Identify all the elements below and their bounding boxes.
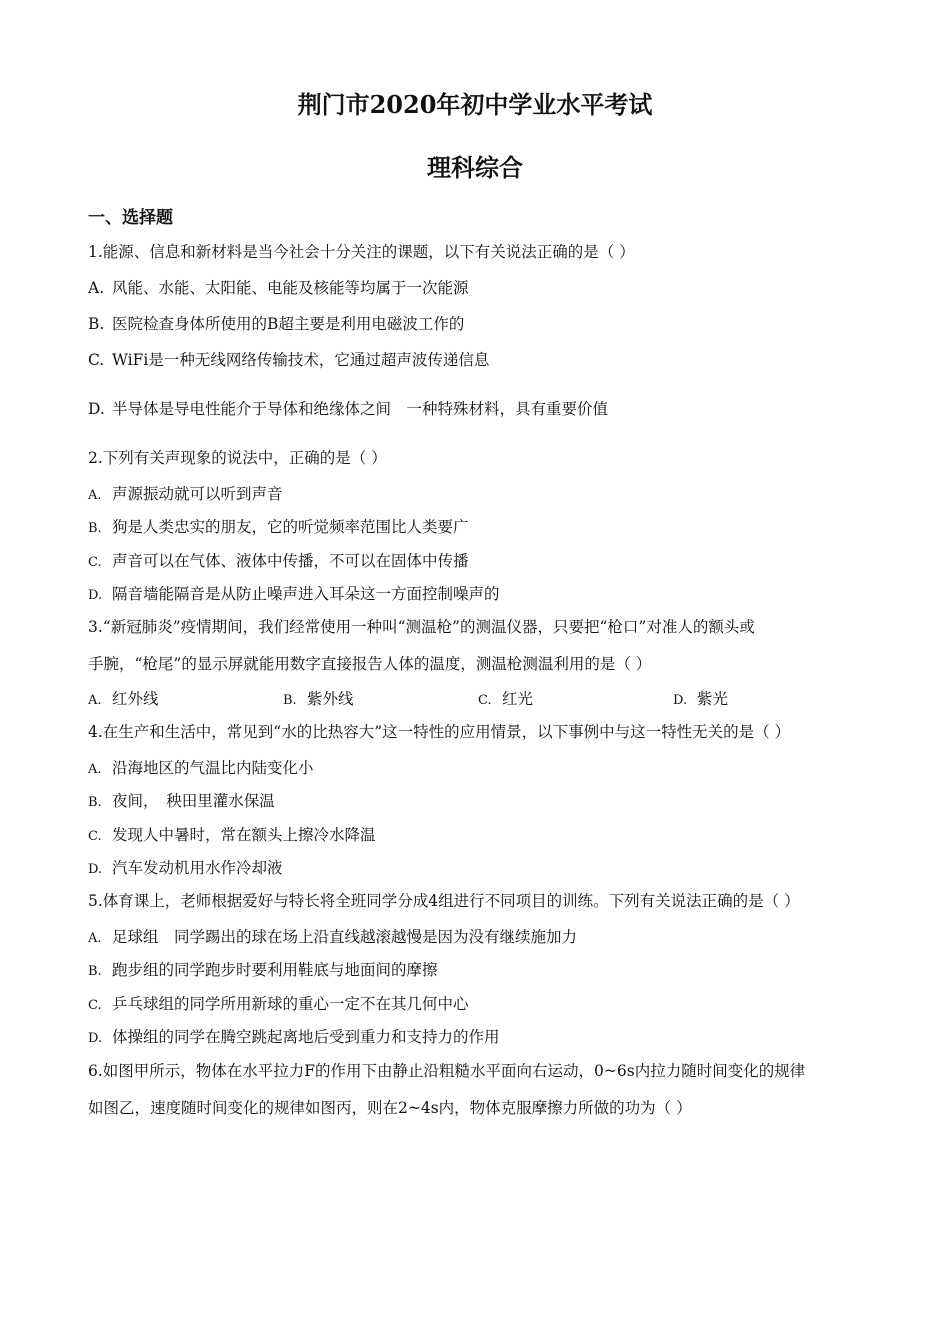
option-text: 紫外线 (307, 690, 354, 708)
option-text: 乒乓球组的同学所用新球的重心一定不在其几何中心 (112, 995, 469, 1013)
option-letter: D. (88, 400, 105, 418)
option-text: 发现人中暑时，常在额头上擦冷水降温 (112, 826, 376, 844)
option-letter: C. (88, 555, 102, 570)
exam-title: 荆门市2020年初中学业水平考试 (297, 90, 653, 119)
option-letter: D. (88, 862, 103, 877)
option-letter: A. (88, 762, 102, 777)
option-text: 紫光 (697, 690, 729, 708)
option-letter: A. (88, 488, 102, 503)
question-6-stem-line-1: 6.如图甲所示，物体在水平拉力F的作用下由静止沿粗糙水平面向右运动，0~6s内拉力随时间变化的规律 (88, 1062, 806, 1080)
option-letter: A. (88, 931, 102, 946)
option-text: 沿海地区的气温比内陆变化小 (112, 759, 314, 777)
option-letter: B. (88, 795, 102, 810)
question-2-option-c (88, 550, 469, 574)
question-3-option-a (88, 688, 159, 712)
option-text: 红光 (502, 690, 534, 708)
question-4-option-d (88, 857, 283, 881)
question-2-option-b (88, 516, 469, 540)
option-text: 足球组 同学踢出的球在场上沿直线越滚越慢是因为没有继续施加力 (112, 928, 578, 946)
question-3-stem-line-2: 手腕，“枪尾”的显示屏就能用数字直接报告人体的温度，测温枪测温利用的是（ ） (88, 655, 652, 673)
question-5-stem: 5.体育课上，老师根据爱好与特长将全班同学分成4组进行不同项目的训练。下列有关说法正确的是（ ） (88, 892, 800, 910)
question-3-option-c (478, 688, 533, 712)
option-text: 体操组的同学在腾空跳起离地后受到重力和支持力的作用 (112, 1028, 500, 1046)
option-letter: B. (283, 693, 297, 708)
question-4-option-a (88, 757, 314, 781)
section-heading: 一、选择题 (88, 208, 173, 228)
option-letter: C. (88, 351, 105, 369)
question-2-stem: 2.下列有关声现象的说法中，正确的是（ ） (88, 449, 387, 467)
option-letter: D. (673, 693, 688, 708)
question-1-option-c (88, 349, 489, 371)
option-letter: D. (88, 1031, 103, 1046)
option-text: WiFi是一种无线网络传输技术，它通过超声波传递信息 (112, 351, 490, 369)
option-text: 汽车发动机用水作冷却液 (112, 859, 283, 877)
question-3-stem-line-1: 3.“新冠肺炎”疫情期间，我们经常使用一种叫“测温枪”的测温仪器，只要把“枪口”对准人的额头或 (88, 618, 755, 636)
option-letter: C. (478, 693, 492, 708)
option-letter: B. (88, 964, 102, 979)
option-letter: D. (88, 588, 103, 603)
question-4-stem: 4.在生产和生活中，常见到“水的比热容大”这一特性的应用情景，以下事例中与这一特性无关的是（ ） (88, 723, 791, 741)
question-1-stem: 1.能源、信息和新材料是当今社会十分关注的课题，以下有关说法正确的是（ ） (88, 243, 635, 261)
option-text: 医院检查身体所使用的B超主要是利用电磁波工作的 (112, 315, 465, 333)
question-1-option-d (88, 398, 608, 420)
option-letter: B. (88, 315, 105, 333)
question-5-option-a (88, 926, 577, 950)
question-5-option-c (88, 993, 469, 1017)
option-text: 声音可以在气体、液体中传播，不可以在固体中传播 (112, 552, 469, 570)
exam-subtitle: 理科综合 (427, 153, 523, 182)
question-4-option-b (88, 790, 275, 814)
question-4-option-c (88, 824, 376, 848)
question-3-option-d (673, 688, 728, 712)
option-text: 隔音墙能隔音是从防止噪声进入耳朵这一方面控制噪声的 (112, 585, 500, 603)
question-2-option-d (88, 583, 500, 607)
question-6-stem-line-2: 如图乙，速度随时间变化的规律如图丙，则在2~4s内，物体克服摩擦力所做的功为（ ） (88, 1099, 692, 1117)
option-text: 狗是人类忠实的朋友，它的听觉频率范围比人类要广 (112, 518, 469, 536)
option-text: 夜间， 秧田里灌水保温 (112, 792, 275, 810)
option-text: 跑步组的同学跑步时要利用鞋底与地面间的摩擦 (112, 961, 438, 979)
option-text: 声源振动就可以听到声音 (112, 485, 283, 503)
question-5-option-d (88, 1026, 500, 1050)
option-letter: A. (88, 279, 105, 297)
option-letter: C. (88, 829, 102, 844)
question-3-option-b (283, 688, 354, 712)
question-2-option-a (88, 483, 283, 507)
option-letter: A. (88, 693, 102, 708)
question-1-option-b (88, 313, 464, 335)
option-text: 风能、水能、太阳能、电能及核能等均属于一次能源 (112, 279, 469, 297)
question-1-option-a (88, 277, 469, 299)
option-letter: B. (88, 521, 102, 536)
option-text: 红外线 (112, 690, 159, 708)
question-5-option-b (88, 959, 438, 983)
question-3-options-row (88, 688, 868, 710)
option-letter: C. (88, 998, 102, 1013)
option-text: 半导体是导电性能介于导体和绝缘体之间 一种特殊材料，具有重要价值 (112, 400, 609, 418)
